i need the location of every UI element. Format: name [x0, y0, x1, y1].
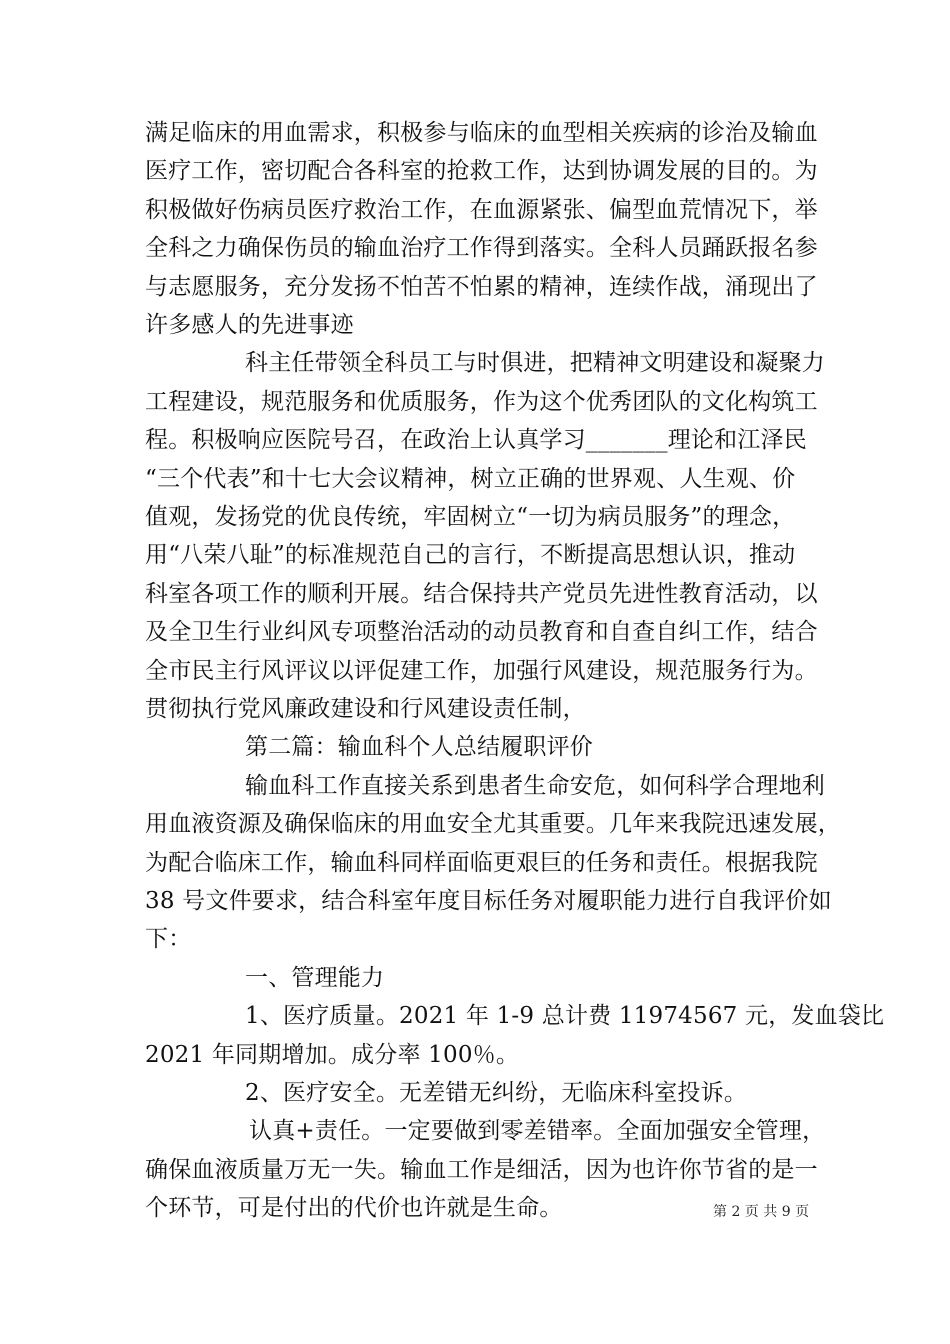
body-line: 用“八荣八耻”的标准规范自己的言行，不断提高思想认识，推动	[145, 542, 796, 568]
body-line: 38 号文件要求，结合科室年度目标任务对履职能力进行自我评价如	[145, 888, 832, 914]
body-line: 贯彻执行党风廉政建设和行风建设责任制，	[145, 696, 586, 722]
paragraph-start-line: 2、医疗安全。无差错无纠纷，无临床科室投诉。	[245, 1080, 748, 1106]
body-line: 许多感人的先进事迹	[145, 312, 354, 338]
body-line: 积极做好伤病员医疗救治工作，在血源紧张、偏型血荒情况下，举	[145, 197, 818, 223]
body-line: 下：	[145, 926, 192, 952]
body-line: 满足临床的用血需求，积极参与临床的血型相关疾病的诊治及输血	[145, 120, 818, 146]
paragraph-start-line: 输血科工作直接关系到患者生命安危，如何科学合理地利	[245, 773, 825, 799]
body-line: 2021 年同期增加。成分率 100％。	[145, 1042, 520, 1068]
body-line: 科室各项工作的顺利开展。结合保持共产党员先进性教育活动，以	[145, 581, 818, 607]
paragraph-start-line: 认真+责任。一定要做到零差错率。全面加强安全管理，	[249, 1118, 826, 1144]
body-line: “三个代表”和十七大会议精神，树立正确的世界观、人生观、价	[145, 466, 796, 492]
body-line: 程。积极响应医院号召，在政治上认真学习_______理论和江泽民	[145, 427, 807, 453]
paragraph-start-line: 科主任带领全科员工与时俱进，把精神文明建设和凝聚力	[245, 350, 825, 376]
body-line: 及全卫生行业纠风专项整治活动的动员教育和自查自纠工作，结合	[145, 619, 818, 645]
body-line: 全科之力确保伤员的输血治疗工作得到落实。全科人员踊跃报名参	[145, 235, 818, 261]
body-line: 用血液资源及确保临床的用血安全尤其重要。几年来我院迅速发展，	[145, 811, 841, 837]
paragraph-start-line: 1、医疗质量。2021 年 1-9 总计费 11974567 元，发血袋比	[245, 1003, 885, 1029]
body-line: 值观，发扬党的优良传统，牢固树立“一切为病员服务”的理念，	[145, 504, 796, 530]
body-line: 工程建设，规范服务和优质服务，作为这个优秀团队的文化构筑工	[145, 389, 818, 415]
body-line: 为配合临床工作，输血科同样面临更艰巨的任务和责任。根据我院	[145, 850, 818, 876]
subsection-heading: 一、管理能力	[245, 965, 385, 991]
page-indicator: 第 2 页 共 9 页	[713, 1204, 810, 1220]
body-line: 确保血液质量万无一失。输血工作是细活，因为也许你节省的是一	[145, 1157, 818, 1183]
body-line: 全市民主行风评议以评促建工作，加强行风建设，规范服务行为。	[145, 658, 818, 684]
body-line: 与志愿服务，充分发扬不怕苦不怕累的精神，连续作战，涌现出了	[145, 274, 818, 300]
body-line: 个环节，可是付出的代价也许就是生命。	[145, 1195, 563, 1221]
section-heading: 第二篇：输血科个人总结履职评价	[245, 734, 593, 760]
body-line: 医疗工作，密切配合各科室的抢救工作，达到协调发展的目的。为	[145, 158, 818, 184]
